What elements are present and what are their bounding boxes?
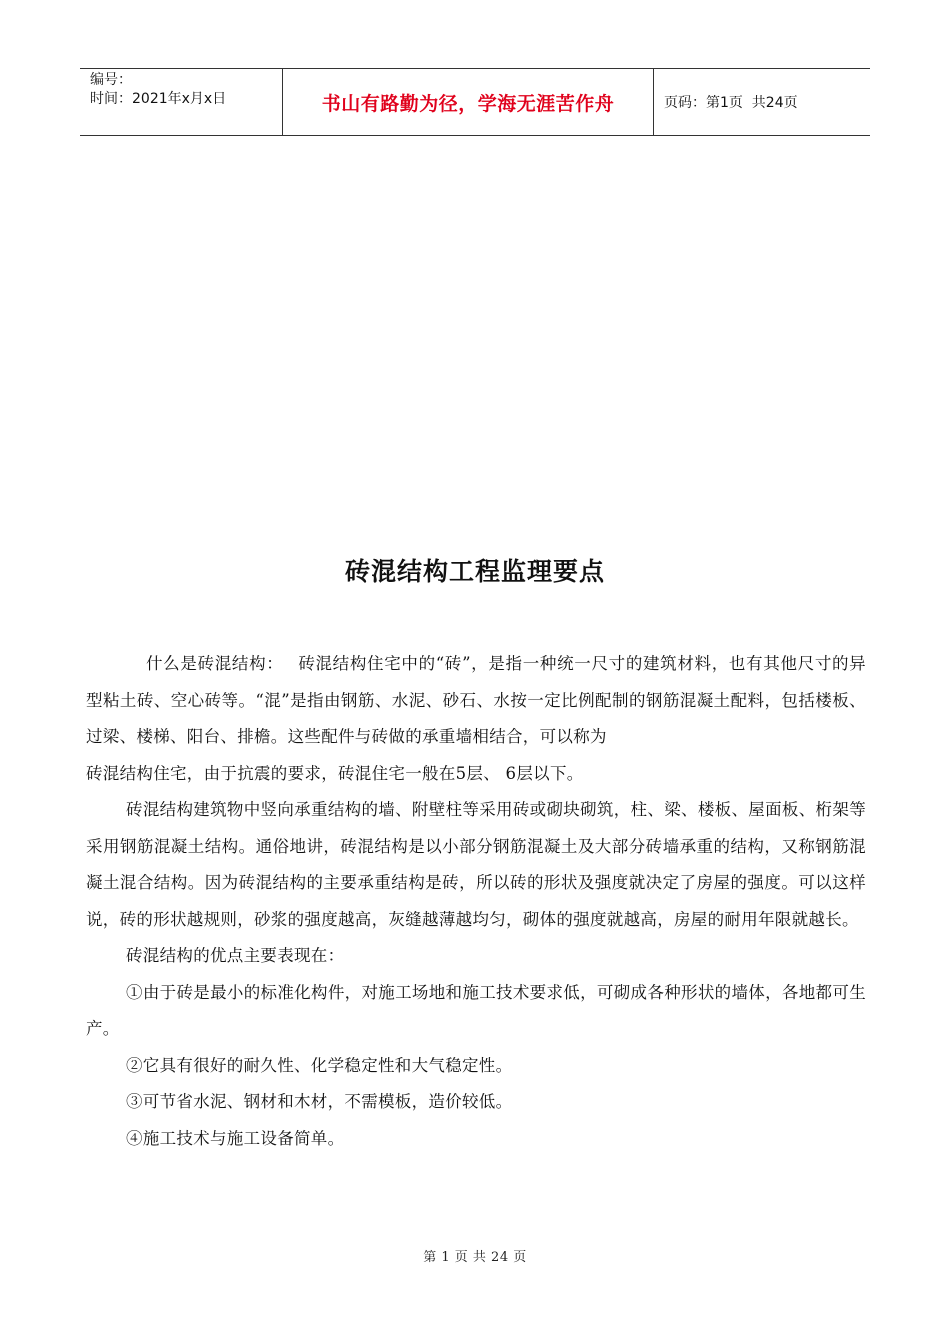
header-motto: 书山有路勤为径，学海无涯苦作舟 [282, 69, 654, 135]
page-header [80, 68, 870, 136]
page-footer [0, 1246, 950, 1265]
header-page-info [654, 69, 870, 135]
document-number-label: 编号： [90, 72, 132, 88]
paragraph: 砖混结构住宅，由于抗震的要求，砖混住宅一般在5层、 6层以下。 [86, 763, 584, 783]
document-date-label: 时间：2021年x月x日 [90, 91, 227, 107]
document-title: 砖混结构工程监理要点 [344, 557, 605, 586]
paragraph: ②它具有很好的耐久性、化学稳定性和大气稳定性。 [126, 1055, 513, 1075]
header-page-info-text: 页码：第1页 共24页 [664, 95, 798, 111]
paragraph: ③可节省水泥、钢材和木材，不需模板，造价较低。 [126, 1092, 513, 1111]
paragraph: ④施工技术与施工设备简单。 [126, 1128, 345, 1148]
paragraph: 什么是砖混结构： 砖混结构住宅中的“砖”，是指一种统一尺寸的建筑材料，也有其他尺寸的异型粘土砖、空心砖等。“混”是指由钢筋、水泥、砂石、水按一定比例配制的钢筋混凝土配料，包括楼板、过梁、楼梯、阳台、排檐。这些配件与砖做的承重墙相结合，可以称为 [86, 654, 866, 746]
paragraph: 砖混结构的优点主要表现在： [126, 946, 345, 965]
document-body [86, 646, 866, 1157]
header-meta [80, 69, 282, 135]
paragraph: ①由于砖是最小的标准化构件，对施工场地和施工技术要求低，可砌成各种形状的墙体，各地都可生产。 [86, 982, 866, 1038]
footer-page-number: 第 1 页 共 24 页 [423, 1250, 527, 1265]
paragraph: 砖混结构建筑物中竖向承重结构的墙、附壁柱等采用砖或砌块砌筑，柱、梁、楼板、屋面板、桁架等采用钢筋混凝土结构。通俗地讲，砖混结构是以小部分钢筋混凝土及大部分砖墙承重的结构，又称钢筋混凝土混合结构。因为砖混结构的主要承重结构是砖，所以砖的形状及强度就决定了房屋的强度。可以这样说，砖的形状越规则，砂浆的强度越高，灰缝越薄越均匀，砌体的强度就越高，房屋的耐用年限就越长。 [86, 800, 866, 929]
